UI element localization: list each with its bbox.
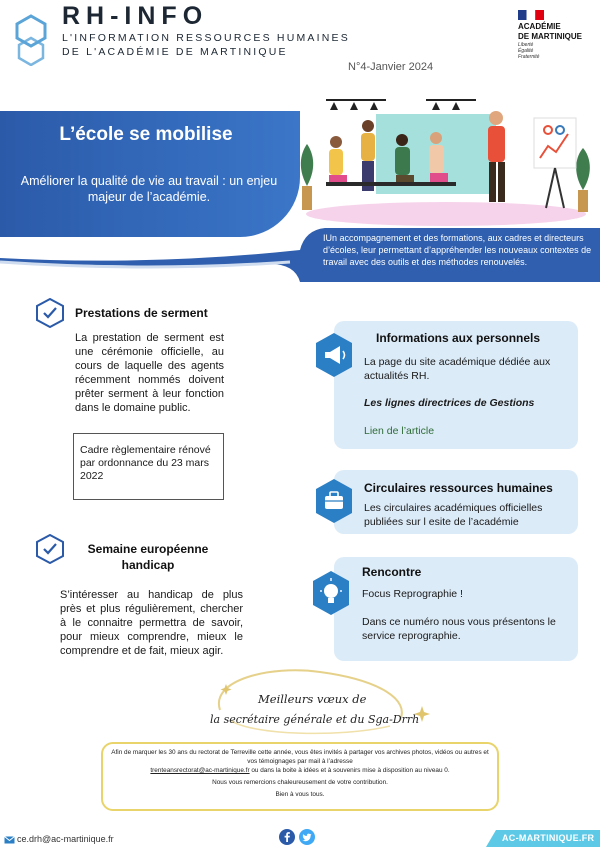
handicap-title	[72, 541, 224, 573]
twitter-icon[interactable]	[299, 829, 315, 845]
rencontre-focus: Focus Reprographie !	[362, 588, 463, 600]
newsletter-subtitle	[62, 31, 350, 59]
subtitle-line-1: L'INFORMATION RESSOURCES HUMAINES	[62, 32, 350, 44]
megaphone-icon	[314, 332, 354, 378]
lignes-directrices: Les lignes directrices de Gestions	[364, 397, 535, 409]
serment-note-box: Cadre règlementaire rénové par ordonnance du 23 mars 2022	[73, 433, 224, 500]
hero-title: L’école se mobilise	[59, 124, 233, 145]
check-badge-icon-2	[35, 534, 65, 564]
handicap-text: S’intéresser au handicap de plus près et plus régulièrement, chercher à le connaitre permettra de savoir, pour mieux comprendre, mieux le comprendre et de fait, mieux agir.	[60, 589, 243, 657]
republic-motto	[518, 42, 539, 60]
subtitle-line-2: DE L'ACADÉMIE DE MARTINIQUE	[62, 46, 288, 58]
handicap-title-line-2: handicap	[121, 558, 175, 572]
team-meeting-illustration	[296, 96, 600, 226]
wishes-line-1: Meilleurs vœux de	[258, 692, 367, 706]
rencontre-title: Rencontre	[362, 565, 422, 579]
check-badge-icon	[35, 298, 65, 328]
anniversary-text-1: Afin de marquer les 30 ans du rectorat de Terreville cette année, vous êtes invités à partager vos archives photos, vidéos ou autres et vos témoignages par mail à l’adresse	[111, 749, 489, 765]
mail-icon	[4, 836, 15, 844]
academy-line-2: DE MARTINIQUE	[518, 32, 582, 41]
anniversary-notice	[101, 742, 499, 811]
anniversary-paragraph	[109, 748, 491, 775]
briefcase-icon	[314, 478, 354, 524]
marianne-flag-icon	[518, 10, 544, 20]
circulaires-text: Les circulaires académiques officielles publiées sur l esite de l’académie	[364, 502, 543, 528]
issue-number: N°4-Janvier 2024	[348, 61, 434, 73]
footer-site-link[interactable]: AC-MARTINIQUE.FR	[502, 833, 595, 843]
motto-egalite: Égalité	[518, 48, 534, 54]
circulaires-title: Circulaires ressources humaines	[364, 481, 553, 495]
motto-liberte: Liberté	[518, 42, 534, 48]
handicap-title-line-1: Semaine européenne	[87, 542, 209, 556]
footer-email[interactable]: ce.drh@ac-martinique.fr	[17, 834, 114, 844]
article-link[interactable]: Lien de l’article	[364, 425, 435, 437]
hero-subtitle: Améliorer la qualité de vie au travail : un enjeu majeur de l’académie.	[20, 174, 278, 204]
serment-text: La prestation de serment est une cérémonie officielle, au cours de laquelle des agents récemment nommés doivent prêter serment à leur fonction dans le domaine public.	[75, 332, 224, 414]
serment-title: Prestations de serment	[75, 306, 208, 320]
motto-fraternite: Fraternité	[518, 54, 540, 60]
newsletter-title: RH-INFO	[62, 2, 209, 30]
anniversary-text-2: ou dans la boite à idées et à souvenirs mise à disposition au niveau 0.	[249, 767, 450, 774]
anniversary-thanks: Nous vous remercions chaleureusement de votre contribution.	[212, 779, 388, 786]
academy-name	[518, 22, 582, 42]
academy-line-1: ACADÉMIE	[518, 22, 561, 31]
hero-description: IUn accompagnement et des formations, aux cadres et directeurs d’écoles, leur permettant d’appréhender les nouveaux contextes de travail avec des outils et des méthodes renouvelés.	[323, 233, 592, 267]
rencontre-text: Dans ce numéro nous vous présentons le service reprographie.	[362, 616, 556, 642]
anniversary-signoff: Bien à vous tous.	[275, 791, 325, 798]
informations-text: La page du site académique dédiée aux actualités RH.	[364, 356, 551, 382]
informations-title: Informations aux personnels	[376, 331, 541, 345]
facebook-icon[interactable]	[279, 829, 295, 845]
anniversary-email-link[interactable]: trenteansrectorat@ac-martinique.fr	[150, 767, 250, 774]
lightbulb-icon	[311, 570, 351, 616]
wishes-line-2: la secrétaire générale et du Sga-Drrh	[210, 713, 420, 726]
hexagon-logo-icon	[14, 14, 48, 66]
